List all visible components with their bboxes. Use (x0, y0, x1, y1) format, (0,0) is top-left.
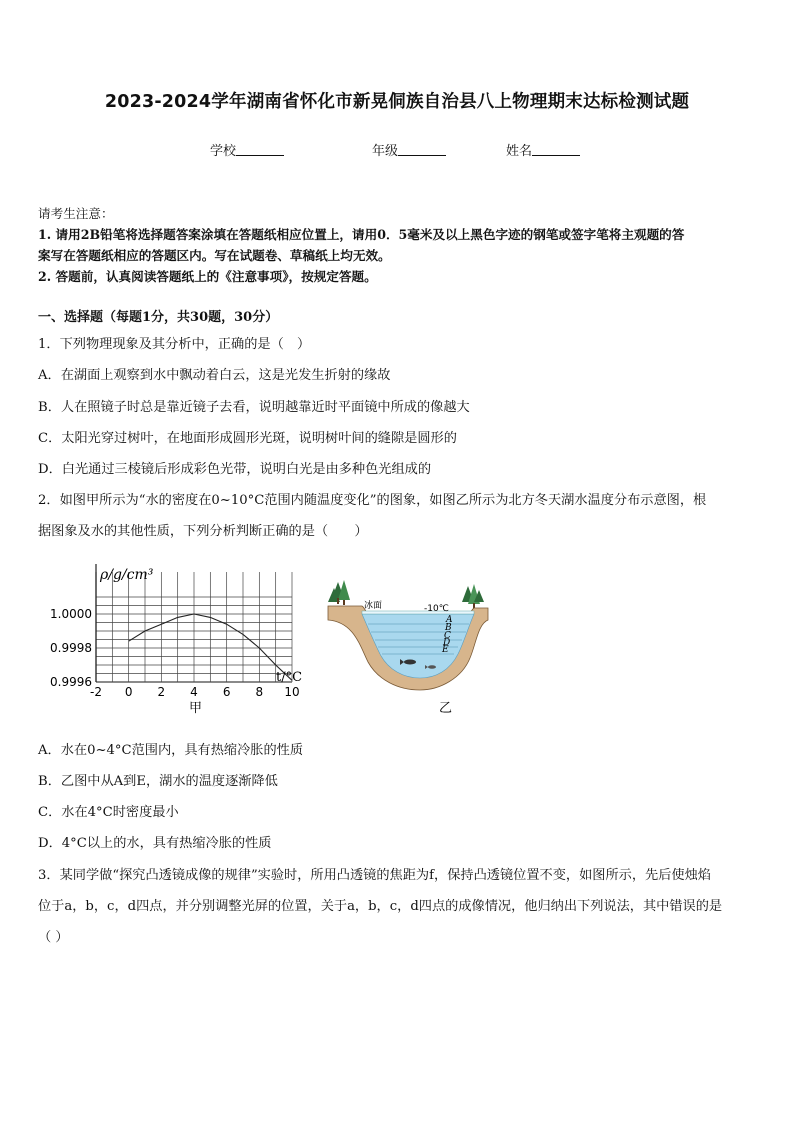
q2-option-a[interactable]: A．水在0~4°C范围内，具有热缩冷胀的性质 (38, 743, 304, 758)
q1-option-a[interactable]: A．在湖面上观察到水中飘动着白云，这是光发生折射的缘故 (38, 368, 391, 383)
chart-ticks (50, 607, 303, 699)
q2-option-d[interactable]: D．4°C以上的水，具有热缩冷胀的性质 (38, 836, 272, 851)
layer-label-b: B (445, 623, 452, 633)
lake-diagram (328, 580, 488, 716)
layer-label-d: D (443, 638, 451, 648)
name-field[interactable] (506, 140, 580, 159)
x-tick-label: 10 (284, 685, 300, 699)
notice-item-1-line-2: 案写在答题纸相应的答题区内。写在试题卷、草稿纸上均无效。 (38, 248, 391, 263)
notice-item-2: 2. 答题前，认真阅读答题纸上的《注意事项》，按规定答题。 (38, 269, 377, 284)
figure-jia-caption: 甲 (189, 701, 203, 716)
chart-ylabel: ρ/g/cm³ (100, 567, 154, 583)
q2-figures (38, 558, 508, 720)
q1-option-c[interactable]: C．太阳光穿过树叶，在地面形成圆形光斑，说明树叶间的缝隙是圆形的 (38, 431, 457, 446)
q1-option-d[interactable]: D．白光通过三棱镜后形成彩色光带，说明白光是由多种色光组成的 (38, 462, 432, 477)
q3-stem-line-2: 位于a，b，c，d四点，并分别调整光屏的位置，关于a，b，c，d四点的成像情况，他归纳出下列说法，其中错误的是 (38, 899, 723, 914)
notice-item-1-line-1: 1. 请用2B铅笔将选择题答案涂填在答题纸相应位置上，请用0．5毫米及以上黑色字迹的钢笔或签字笔将主观题的答 (38, 227, 685, 242)
q2-option-b[interactable]: B．乙图中从A到E，湖水的温度逐渐降低 (38, 774, 278, 789)
layer-label-a: A (446, 615, 453, 625)
school-blank[interactable] (236, 143, 284, 156)
x-tick-label: 4 (190, 685, 198, 699)
q2-stem-line-1: 2．如图甲所示为“水的密度在0~10°C范围内随温度变化”的图象，如图乙所示为北方冬天湖水温度分布示意图，根 (38, 493, 707, 508)
page-title: 2023-2024学年湖南省怀化市新晃侗族自治县八上物理期末达标检测试题 (104, 92, 690, 112)
x-tick-label: 2 (157, 685, 166, 699)
q2-stem-line-2: 据图象及水的其他性质，下列分析判断正确的是（ ） (38, 524, 368, 539)
name-label: 姓名 (506, 144, 533, 159)
q3-stem-line-3: （ ） (38, 930, 69, 945)
q1-option-b[interactable]: B．人在照镜子时总是靠近镜子去看，说明越靠近时平面镜中所成的像越大 (38, 400, 470, 415)
layer-label-e: E (442, 645, 449, 655)
notice-heading: 请考生注意： (38, 206, 114, 221)
layer-label-c: C (444, 631, 451, 641)
grade-blank[interactable] (398, 143, 446, 156)
grade-label: 年级 (372, 144, 399, 159)
section-heading: 一、选择题（每题1分，共30题，30分） (38, 310, 279, 325)
x-tick-label: 0 (124, 685, 133, 699)
x-tick-label: 6 (222, 685, 231, 699)
y-tick-label: 0.9996 (50, 675, 92, 689)
tree-left-icon (328, 580, 350, 605)
figure-yi-caption: 乙 (439, 701, 453, 716)
temp-label: -10℃ (424, 604, 449, 614)
q1-stem: 1．下列物理现象及其分析中，正确的是（ ） (38, 337, 311, 352)
x-tick-label: 8 (255, 685, 264, 699)
tree-right-icon (462, 584, 484, 609)
chart-xlabel: t/°C (276, 670, 303, 685)
ice-surface (362, 611, 474, 614)
school-label: 学校 (210, 144, 237, 159)
x-tick-label: -2 (90, 685, 102, 699)
school-field[interactable] (210, 140, 284, 159)
q3-stem-line-1: 3．某同学做“探究凸透镜成像的规律”实验时，所用凸透镜的焦距为f，保持凸透镜位置不变，如图所示，先后使烛焰 (38, 868, 711, 883)
name-blank[interactable] (532, 143, 580, 156)
ice-label: 冰面 (364, 601, 383, 611)
y-tick-label: 0.9998 (50, 641, 92, 655)
density-chart (50, 564, 302, 716)
grade-field[interactable] (372, 140, 446, 159)
y-tick-label: 1.0000 (50, 607, 92, 621)
q2-option-c[interactable]: C．水在4°C时密度最小 (38, 805, 179, 820)
